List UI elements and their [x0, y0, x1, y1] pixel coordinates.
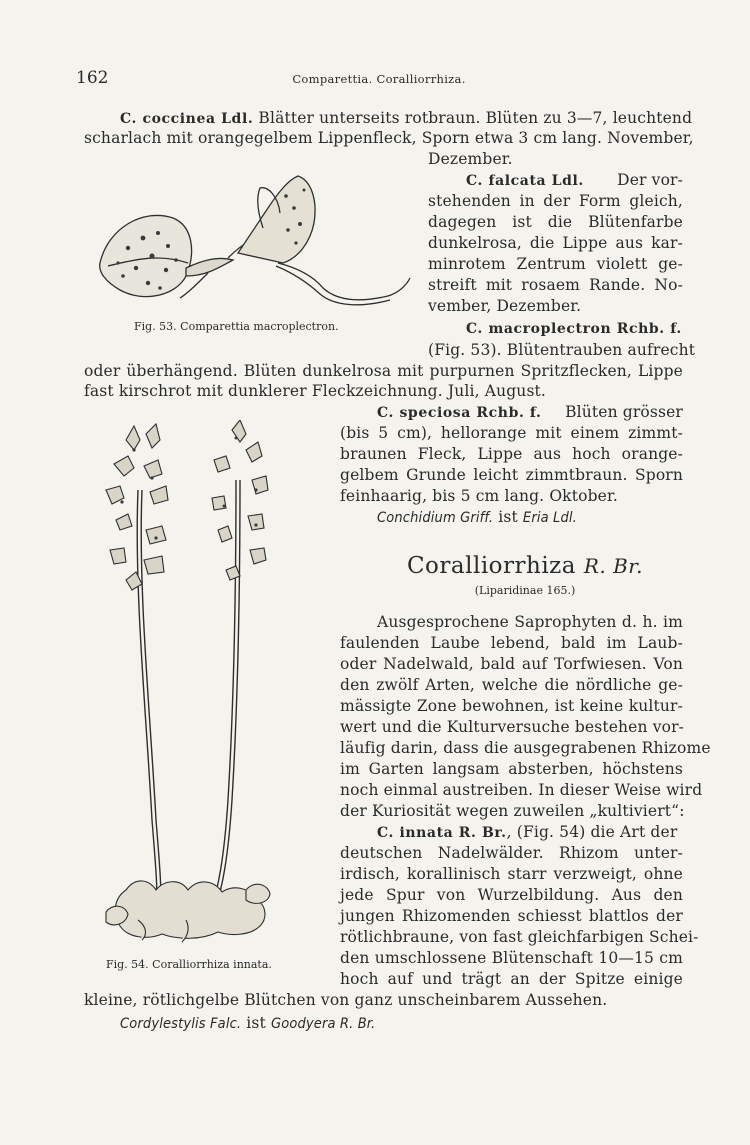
innata-line: irdisch, korallinisch starr verzweigt, ohne — [340, 865, 683, 883]
falcata-line: dagegen ist die Blütenfarbe — [428, 213, 683, 231]
reference: Goodyera R. Br. — [270, 1016, 376, 1032]
falcata-line: dunkelrosa, die Lippe aus kar- — [428, 234, 683, 252]
falcata-line: streift mit rosaem Rande. No- — [428, 276, 683, 294]
reference: Eria Ldl. — [522, 510, 577, 526]
intro-line: Ausgesprochene Saprophyten d. h. im — [377, 613, 683, 631]
innata-line: deutschen Nadelwälder. Rhizom unter- — [340, 844, 683, 862]
text: Blüten grösser — [565, 403, 683, 421]
species-name: C. innata R. Br. — [377, 825, 507, 841]
text: ist — [498, 508, 518, 526]
fig54-caption: Fig. 54. Coralliorrhiza innata. — [106, 958, 272, 971]
innata-line-1 — [377, 822, 683, 843]
genus-name: Cordylestylis Falc. — [120, 1016, 242, 1032]
innata-line: rötlichbraune, von fast gleichfarbigen Schei- — [340, 928, 699, 946]
coccinea-line-3: Dezember. — [428, 150, 513, 168]
speciosa-line: braunen Fleck, Lippe aus hoch orange- — [340, 445, 683, 463]
text: ist — [246, 1014, 266, 1032]
intro-line: faulenden Laube lebend, bald im Laub- — [340, 634, 683, 652]
innata-line: jede Spur von Wurzelbildung. Aus den — [340, 886, 683, 904]
species-name: C. falcata Ldl. — [466, 173, 584, 189]
genus-name: Conchidium Griff. — [377, 510, 494, 526]
macroplectron-line-3: oder überhängend. Blüten dunkelrosa mit purpurnen Spritzflecken, Lippe — [84, 362, 683, 380]
falcata-line: vember, Dezember. — [428, 297, 582, 315]
running-title: Comparettia. Coralliorrhiza. — [292, 72, 466, 86]
macroplectron-line-1 — [466, 318, 683, 339]
genus-heading — [380, 553, 670, 579]
macroplectron-line-2: (Fig. 53). Blütentrauben aufrecht — [428, 341, 696, 359]
species-name: C. speciosa Rchb. f. — [377, 405, 542, 421]
speciosa-line-1 — [377, 402, 683, 423]
intro-line: oder Nadelwald, bald auf Torfwiesen. Von — [340, 655, 683, 673]
innata-line: jungen Rhizomenden schiesst blattlos der — [340, 907, 683, 925]
conchidium-line — [377, 507, 577, 528]
falcata-line: minrotem Zentrum violett ge- — [428, 255, 683, 273]
intro-line: läufig darin, dass die ausgegrabenen Rhizome — [340, 739, 711, 757]
genus-title: Coralliorrhiza — [406, 553, 577, 579]
text: Blätter unterseits rotbraun. Blüten zu 3—7, leuchtend — [258, 109, 693, 127]
falcata-line-1 — [466, 170, 683, 191]
intro-line: wert und die Kulturversuche bestehen vor- — [340, 718, 685, 736]
species-name: C. macroplectron Rchb. f. — [466, 321, 682, 337]
speciosa-line: feinhaarig, bis 5 cm lang. Oktober. — [340, 487, 618, 505]
coccinea-line-1 — [120, 108, 693, 129]
genus-subtitle: (Liparidinae 165.) — [474, 584, 576, 597]
innata-last-line: kleine, rötlichgelbe Blütchen von ganz unscheinbarem Aussehen. — [84, 991, 608, 1009]
intro-line: der Kuriosität wegen zuweilen „kultiviert“: — [340, 802, 685, 820]
fig53-caption: Fig. 53. Comparettia macroplectron. — [134, 320, 339, 333]
text: , (Fig. 54) die Art der — [506, 823, 678, 841]
fig54-illustration — [86, 420, 336, 950]
running-header — [76, 68, 682, 90]
cordylestylis-line — [120, 1013, 375, 1034]
innata-line: den umschlossene Blütenschaft 10—15 cm — [340, 949, 683, 967]
fig53-illustration — [88, 168, 418, 316]
intro-line: noch einmal austreiben. In dieser Weise wird — [340, 781, 703, 799]
intro-line: im Garten langsam absterben, höchstens — [340, 760, 683, 778]
speciosa-line: gelbem Grunde leicht zimmtbraun. Sporn — [340, 466, 683, 484]
innata-line: hoch auf und trägt an der Spitze einige — [340, 970, 683, 988]
intro-line: den zwölf Arten, welche die nördliche ge- — [340, 676, 683, 694]
intro-line: mässigte Zone bewohnen, ist keine kultur- — [340, 697, 683, 715]
macroplectron-line-4: fast kirschrot mit dunklerer Fleckzeichnung. Juli, August. — [84, 382, 546, 400]
coccinea-line-2: scharlach mit orangegelbem Lippenfleck, Sporn etwa 3 cm lang. November, — [84, 129, 694, 147]
page-number: 162 — [76, 68, 109, 88]
text: Der vor- — [617, 171, 683, 189]
genus-author: R. Br. — [583, 554, 644, 578]
falcata-line: stehenden in der Form gleich, — [428, 192, 683, 210]
species-name: C. coccinea Ldl. — [120, 111, 254, 127]
speciosa-line: (bis 5 cm), hellorange mit einem zimmt- — [340, 424, 683, 442]
